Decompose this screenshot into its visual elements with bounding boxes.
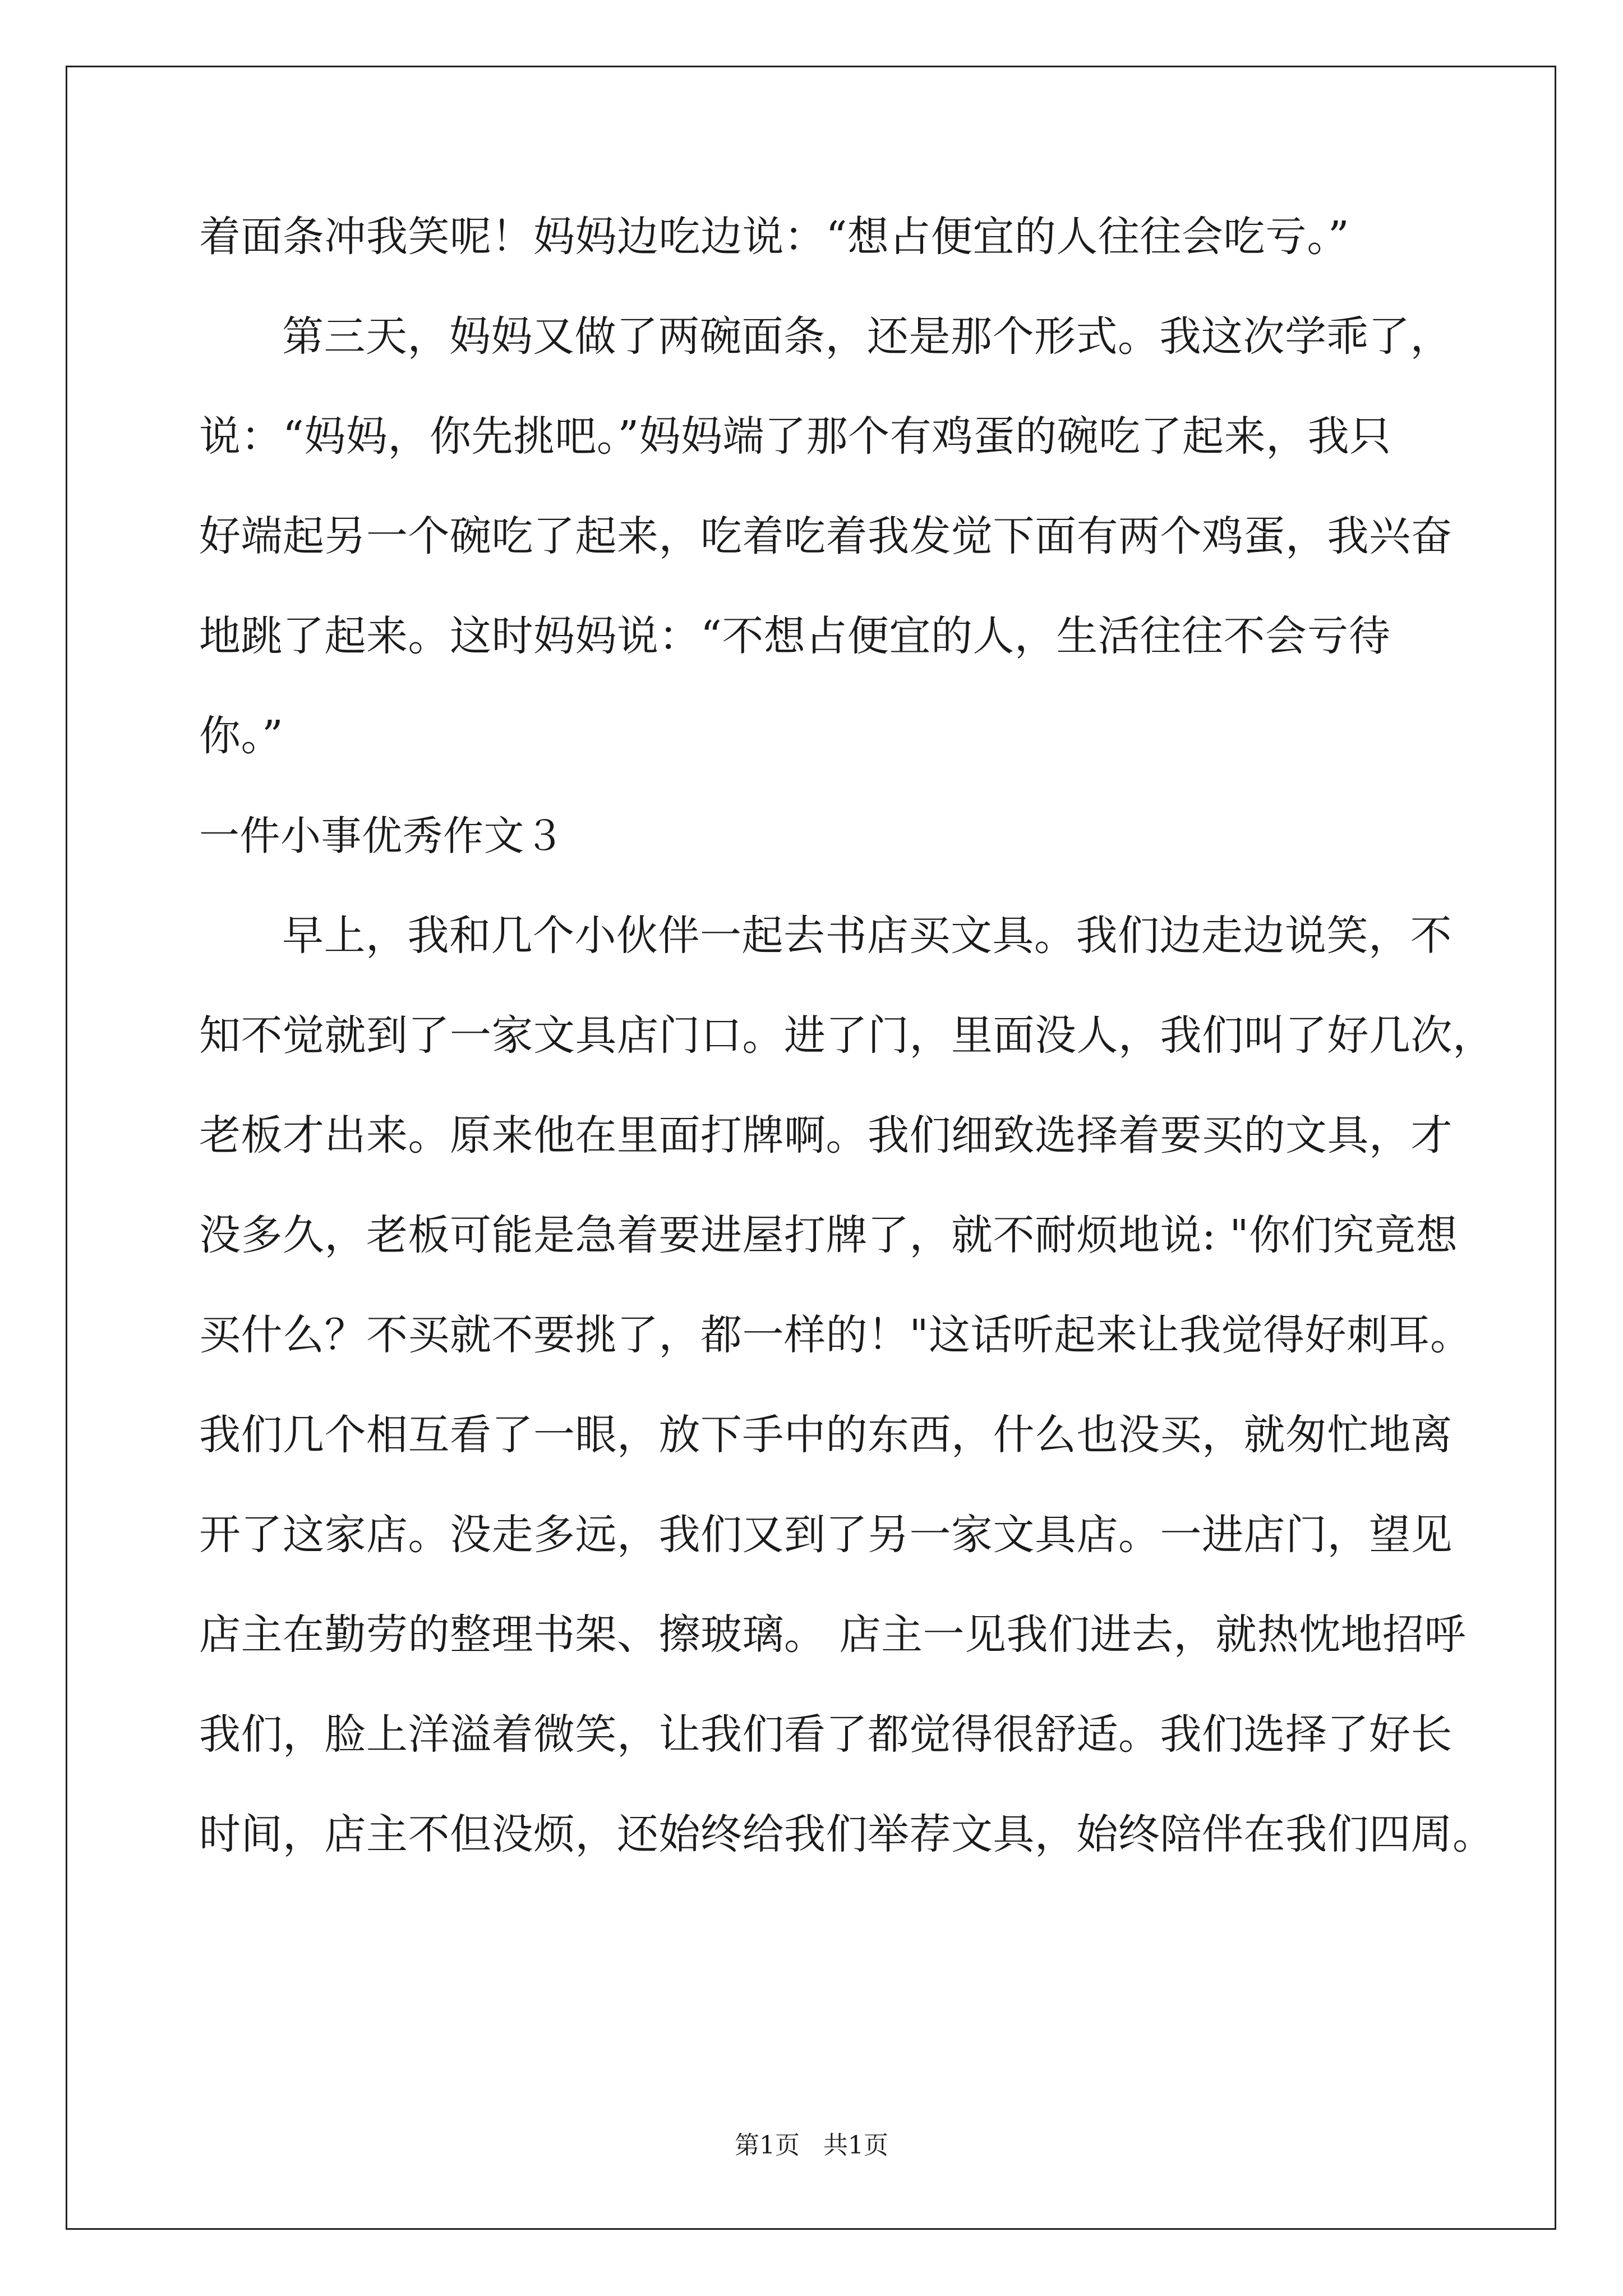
section-heading: 一件小事优秀作文３ [199,812,565,859]
text-line: 买什么？不买就不要挑了，都一样的！"这话听起来让我觉得好刺耳。 [199,1311,1472,1359]
text-line: 我们，脸上洋溢着微笑，让我们看了都觉得很舒适。我们选择了好长 [199,1710,1453,1759]
text-line: 开了这家店。没走多远，我们又到了另一家文具店。一进店门，望见 [199,1511,1453,1559]
text-line: 店主在勤劳的整理书架、擦玻璃。 店主一见我们进去，就热忱地招呼 [199,1611,1467,1659]
text-line: 老板才出来。原来他在里面打牌啊。我们细致选择着要买的文具，才 [199,1111,1453,1159]
page-number-footer: 第1页 共1页 [735,2131,888,2160]
text-line: 我们几个相互看了一眼，放下手中的东西，什么也没买，就匆忙地离 [199,1411,1453,1459]
paragraph-start: 第三天，妈妈又做了两碗面条，还是那个形式。我这次学乖了， [282,312,1452,361]
text-line: 说：“妈妈，你先挑吧。”妈妈端了那个有鸡蛋的碗吃了起来，我只 [199,412,1391,461]
text-line: 着面条冲我笑呢！妈妈边吃边说：“想占便宜的人往往会吃亏。” [199,213,1350,261]
text-line: 时间，店主不但没烦，还始终给我们举荐文具，始终陪伴在我们四周。 [199,1810,1495,1858]
text-line: 知不觉就到了一家文具店门口。进了门，里面没人，我们叫了好几次， [199,1011,1495,1060]
text-line: 你。” [199,712,284,760]
text-line: 没多久，老板可能是急着要进屋打牌了，就不耐烦地说: "你们究竟想 [199,1211,1458,1259]
document-body [199,213,1495,1913]
text-line: 好端起另一个碗吃了起来，吃着吃着我发觉下面有两个鸡蛋，我兴奋 [199,512,1453,560]
text-line: 地跳了起来。这时妈妈说：“不想占便宜的人，生活往往不会亏待 [199,612,1391,660]
paragraph-start: 早上，我和几个小伙伴一起去书店买文具。我们边走边说笑，不 [282,912,1452,960]
